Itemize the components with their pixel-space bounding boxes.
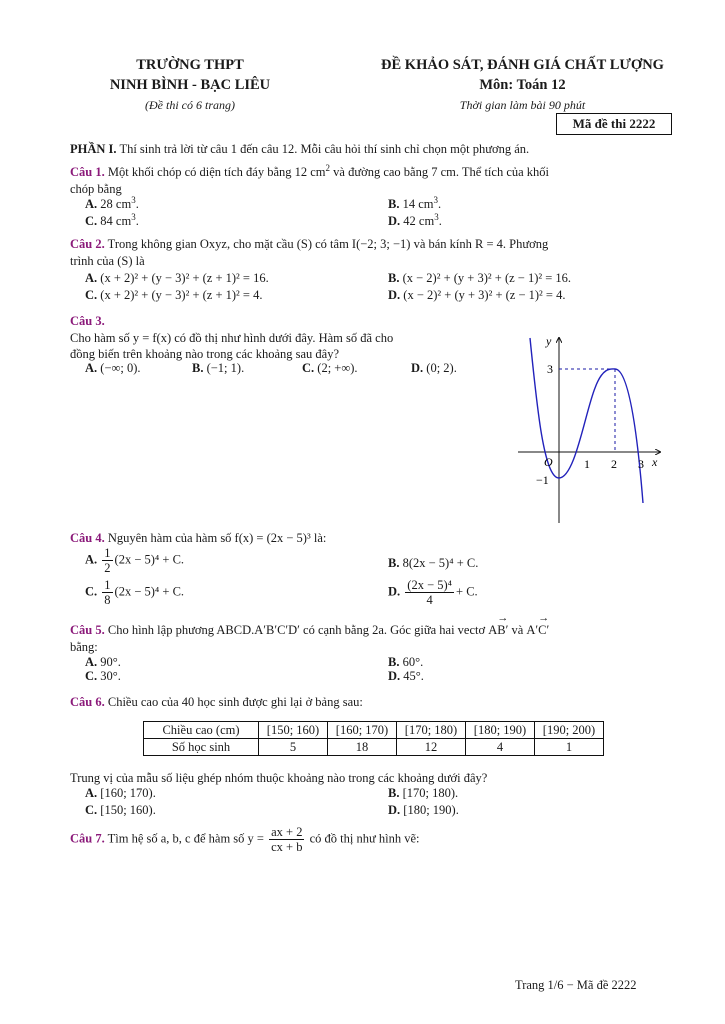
exam-duration: Thời gian làm bài 90 phút xyxy=(459,98,586,112)
table-cell: [150; 160) xyxy=(259,722,328,739)
q2-option-a[interactable] xyxy=(85,270,269,287)
q6-b-text: [170; 180). xyxy=(402,786,459,800)
q4-d-den: 4 xyxy=(426,593,433,607)
q4-option-b[interactable] xyxy=(388,555,478,572)
q4-a-rest: (2x − 5)⁴ + C. xyxy=(114,552,185,567)
q1-a-key: A. xyxy=(85,197,98,212)
q1-b-key: B. xyxy=(388,197,400,212)
part1-label: PHẦN I. xyxy=(70,142,117,156)
school-line1: TRƯỜNG THPT xyxy=(136,57,244,73)
q3-b-text: (−1; 1). xyxy=(206,361,245,375)
x-label: x xyxy=(652,455,658,469)
q4-d-key: D. xyxy=(388,584,401,599)
question-5 xyxy=(70,622,680,655)
q5-text-a: Cho hình lập phương ABCD.A′B′C′D′ có cạnh bằng 2a. Góc giữa hai vectơ xyxy=(107,623,486,637)
q4-b-key: B. xyxy=(388,556,400,570)
q1-text-b: và đường cao bằng 7 cm. Thể tích của khối xyxy=(330,165,550,180)
q3-d-text: (0; 2). xyxy=(426,361,457,375)
q1-d-sup: 3 xyxy=(434,212,439,222)
exam-title: ĐỀ KHẢO SÁT, ĐÁNH GIÁ CHẤT LƯỢNG xyxy=(381,57,664,73)
q5-option-c[interactable] xyxy=(85,668,121,685)
page-footer: Trang 1/6 − Mã đề 2222 xyxy=(515,978,637,992)
q6-d-text: [180; 190). xyxy=(403,803,459,817)
q5-and: và xyxy=(511,623,524,637)
origin-label: O xyxy=(544,455,553,469)
q1-text-a: Một khối chóp có diện tích đáy bằng 12 cm xyxy=(107,165,326,180)
q2-a-text: (x + 2)² + (y − 3)² + (z + 1)² = 16. xyxy=(100,271,269,285)
question-4 xyxy=(70,530,680,547)
q3-option-c[interactable] xyxy=(302,360,358,377)
y-tick-3: 3 xyxy=(547,362,553,376)
part1-instruction xyxy=(70,141,680,158)
q3-c-key: C. xyxy=(302,361,315,375)
q3-a-text: (−∞; 0). xyxy=(100,361,141,375)
q6-option-c[interactable] xyxy=(85,802,156,819)
q2-label: Câu 2. xyxy=(70,237,105,251)
q5-b-text: 60°. xyxy=(402,655,424,669)
exam-header xyxy=(335,55,710,115)
table-cell: [190; 200) xyxy=(535,722,604,739)
q5-d-key: D. xyxy=(388,669,401,683)
q6-b-key: B. xyxy=(388,786,400,800)
q3-option-d[interactable] xyxy=(411,360,457,377)
school-line2: NINH BÌNH - BẠC LIÊU xyxy=(109,77,271,93)
q4-option-d[interactable] xyxy=(388,578,478,607)
q5-a-text: 90°. xyxy=(100,655,121,669)
q2-option-b[interactable] xyxy=(388,270,571,287)
q4-c-rest: (2x − 5)⁴ + C. xyxy=(114,584,185,599)
x-tick-3: 3 xyxy=(638,457,644,471)
q1-label: Câu 1. xyxy=(70,165,105,180)
q1-d-key: D. xyxy=(388,214,401,229)
table-cell: 18 xyxy=(328,739,397,756)
q3-function-graph xyxy=(510,328,670,528)
q1-a-text: 28 cm xyxy=(100,197,132,212)
q7-text-a: Tìm hệ số a, b, c để hàm số y = xyxy=(107,831,264,846)
q1-b-sup: 3 xyxy=(433,195,438,205)
q5-vector-1: AB′ → xyxy=(488,622,508,639)
q5-vector-2: A′C′ → xyxy=(526,622,549,639)
q4-a-key: A. xyxy=(85,552,98,567)
q6-c-text: [150; 160). xyxy=(100,803,156,817)
q3-option-b[interactable] xyxy=(192,360,244,377)
question-1 xyxy=(70,160,680,197)
table-cell: 12 xyxy=(397,739,466,756)
q1-b-text: 14 cm xyxy=(402,197,434,212)
school-header xyxy=(70,55,310,115)
x-tick-1: 1 xyxy=(584,457,590,471)
q6-text: Chiều cao của 40 học sinh được ghi lại ở bảng sau: xyxy=(107,695,363,709)
q6-label: Câu 6. xyxy=(70,695,105,709)
table-cell: [170; 180) xyxy=(397,722,466,739)
q4-option-c[interactable] xyxy=(85,578,184,607)
q1-sup: 2 xyxy=(325,163,331,173)
q7-text-b: có đồ thị như hình vẽ: xyxy=(309,831,420,846)
table-cell: Số học sinh xyxy=(144,739,259,756)
q5-a-key: A. xyxy=(85,655,98,669)
q5-c-key: C. xyxy=(85,669,98,683)
q3-option-a[interactable] xyxy=(85,360,141,377)
q4-d-rest: + C. xyxy=(456,584,478,599)
q6-d-key: D. xyxy=(388,803,401,817)
q5-c-text: 30°. xyxy=(100,669,121,683)
q4-d-frac xyxy=(405,578,454,607)
q5-option-d[interactable] xyxy=(388,668,424,685)
q6-question: Trung vị của mẫu số liệu ghép nhóm thuộc khoảng nào trong các khoảng dưới đây? xyxy=(70,771,488,785)
q5-label: Câu 5. xyxy=(70,623,105,637)
q6-option-b[interactable] xyxy=(388,785,458,802)
q2-text-b: trình của (S) là xyxy=(70,253,145,268)
q1-c-text: 84 cm xyxy=(100,214,132,229)
y-label: y xyxy=(546,334,552,348)
exam-subject: Môn: Toán 12 xyxy=(479,77,566,93)
q4-a-den: 2 xyxy=(104,561,111,575)
q4-label: Câu 4. xyxy=(70,531,105,545)
q6-option-d[interactable] xyxy=(388,802,459,819)
q2-a-key: A. xyxy=(85,271,98,285)
q5-d-text: 45°. xyxy=(403,669,424,683)
q2-option-c[interactable] xyxy=(85,287,262,304)
q1-a-sup: 3 xyxy=(131,195,136,205)
q4-c-num: 1 xyxy=(104,578,111,592)
table-cell: 5 xyxy=(259,739,328,756)
q4-c-key: C. xyxy=(85,584,98,599)
school-note: (Đề thi có 6 trang) xyxy=(145,98,235,112)
q2-c-key: C. xyxy=(85,288,98,302)
q1-text-c: chóp bằng xyxy=(70,181,122,196)
q3-a-key: A. xyxy=(85,361,98,375)
q7-frac xyxy=(269,825,304,854)
q5-text-b: bằng: xyxy=(70,639,98,654)
table-header-row xyxy=(144,722,604,739)
q3-text-a: Cho hàm số y = f(x) có đồ thị như hình dưới đây. Hàm số đã cho xyxy=(70,330,394,345)
q2-text-a: Trong không gian Oxyz, cho mặt cầu (S) có tâm I(−2; 3; −1) và bán kính R = 4. Phương xyxy=(107,237,549,251)
q3-label: Câu 3. xyxy=(70,314,105,328)
q2-option-d[interactable] xyxy=(388,287,565,304)
x-tick-2: 2 xyxy=(611,457,617,471)
q1-d-text: 42 cm xyxy=(403,214,435,229)
q1-option-c[interactable] xyxy=(85,209,139,230)
table-cell: [180; 190) xyxy=(466,722,535,739)
q1-a-dot: . xyxy=(135,197,139,212)
q7-label: Câu 7. xyxy=(70,831,105,846)
q3-c-text: (2; +∞). xyxy=(317,361,358,375)
q7-den: cx + b xyxy=(271,840,303,854)
table-row xyxy=(144,739,604,756)
question-3 xyxy=(70,313,510,363)
q4-c-frac xyxy=(102,578,112,607)
q4-c-den: 8 xyxy=(104,593,111,607)
y-tick-neg1: −1 xyxy=(536,473,549,487)
q1-b-dot: . xyxy=(438,197,442,212)
q5-b-key: B. xyxy=(388,655,400,669)
q3-text-b: đồng biến trên khoảng nào trong các khoảng sau đây? xyxy=(70,347,340,361)
q6-data-table xyxy=(143,721,604,756)
exam-code-box: Mã đề thi 2222 xyxy=(556,113,672,135)
q1-d-dot: . xyxy=(438,214,442,229)
question-6 xyxy=(70,694,680,711)
table-cell: [160; 170) xyxy=(328,722,397,739)
q1-c-key: C. xyxy=(85,214,98,229)
q4-text: Nguyên hàm của hàm số f(x) = (2x − 5)³ là: xyxy=(107,531,327,545)
q6-a-text: [160; 170). xyxy=(100,786,156,800)
q1-c-dot: . xyxy=(135,214,139,229)
q2-c-text: (x + 2)² + (y − 3)² + (z + 1)² = 4. xyxy=(100,288,263,302)
table-cell: Chiều cao (cm) xyxy=(144,722,259,739)
q4-d-num: (2x − 5)⁴ xyxy=(407,578,453,592)
q2-d-key: D. xyxy=(388,288,401,302)
q4-a-frac xyxy=(102,546,112,575)
q4-option-a[interactable] xyxy=(85,546,184,575)
question-2 xyxy=(70,236,680,269)
q2-b-key: B. xyxy=(388,271,400,285)
q2-d-text: (x − 2)² + (y + 3)² + (z − 1)² = 4. xyxy=(403,288,566,302)
q4-b-text: 8(2x − 5)⁴ + C. xyxy=(402,556,479,570)
q6-option-a[interactable] xyxy=(85,785,156,802)
q3-d-key: D. xyxy=(411,361,424,375)
question-7 xyxy=(70,825,680,854)
q2-b-text: (x − 2)² + (y + 3)² + (z − 1)² = 16. xyxy=(402,271,572,285)
q7-num: ax + 2 xyxy=(271,825,303,839)
q1-option-d[interactable] xyxy=(388,209,442,230)
q4-a-num: 1 xyxy=(104,546,111,560)
q3-b-key: B. xyxy=(192,361,204,375)
table-cell: 4 xyxy=(466,739,535,756)
q6-c-key: C. xyxy=(85,803,98,817)
q1-c-sup: 3 xyxy=(131,212,136,222)
table-cell: 1 xyxy=(535,739,604,756)
q6-a-key: A. xyxy=(85,786,98,800)
part1-text: Thí sinh trả lời từ câu 1 đến câu 12. Mỗi câu hỏi thí sinh chỉ chọn một phương án. xyxy=(119,142,530,156)
